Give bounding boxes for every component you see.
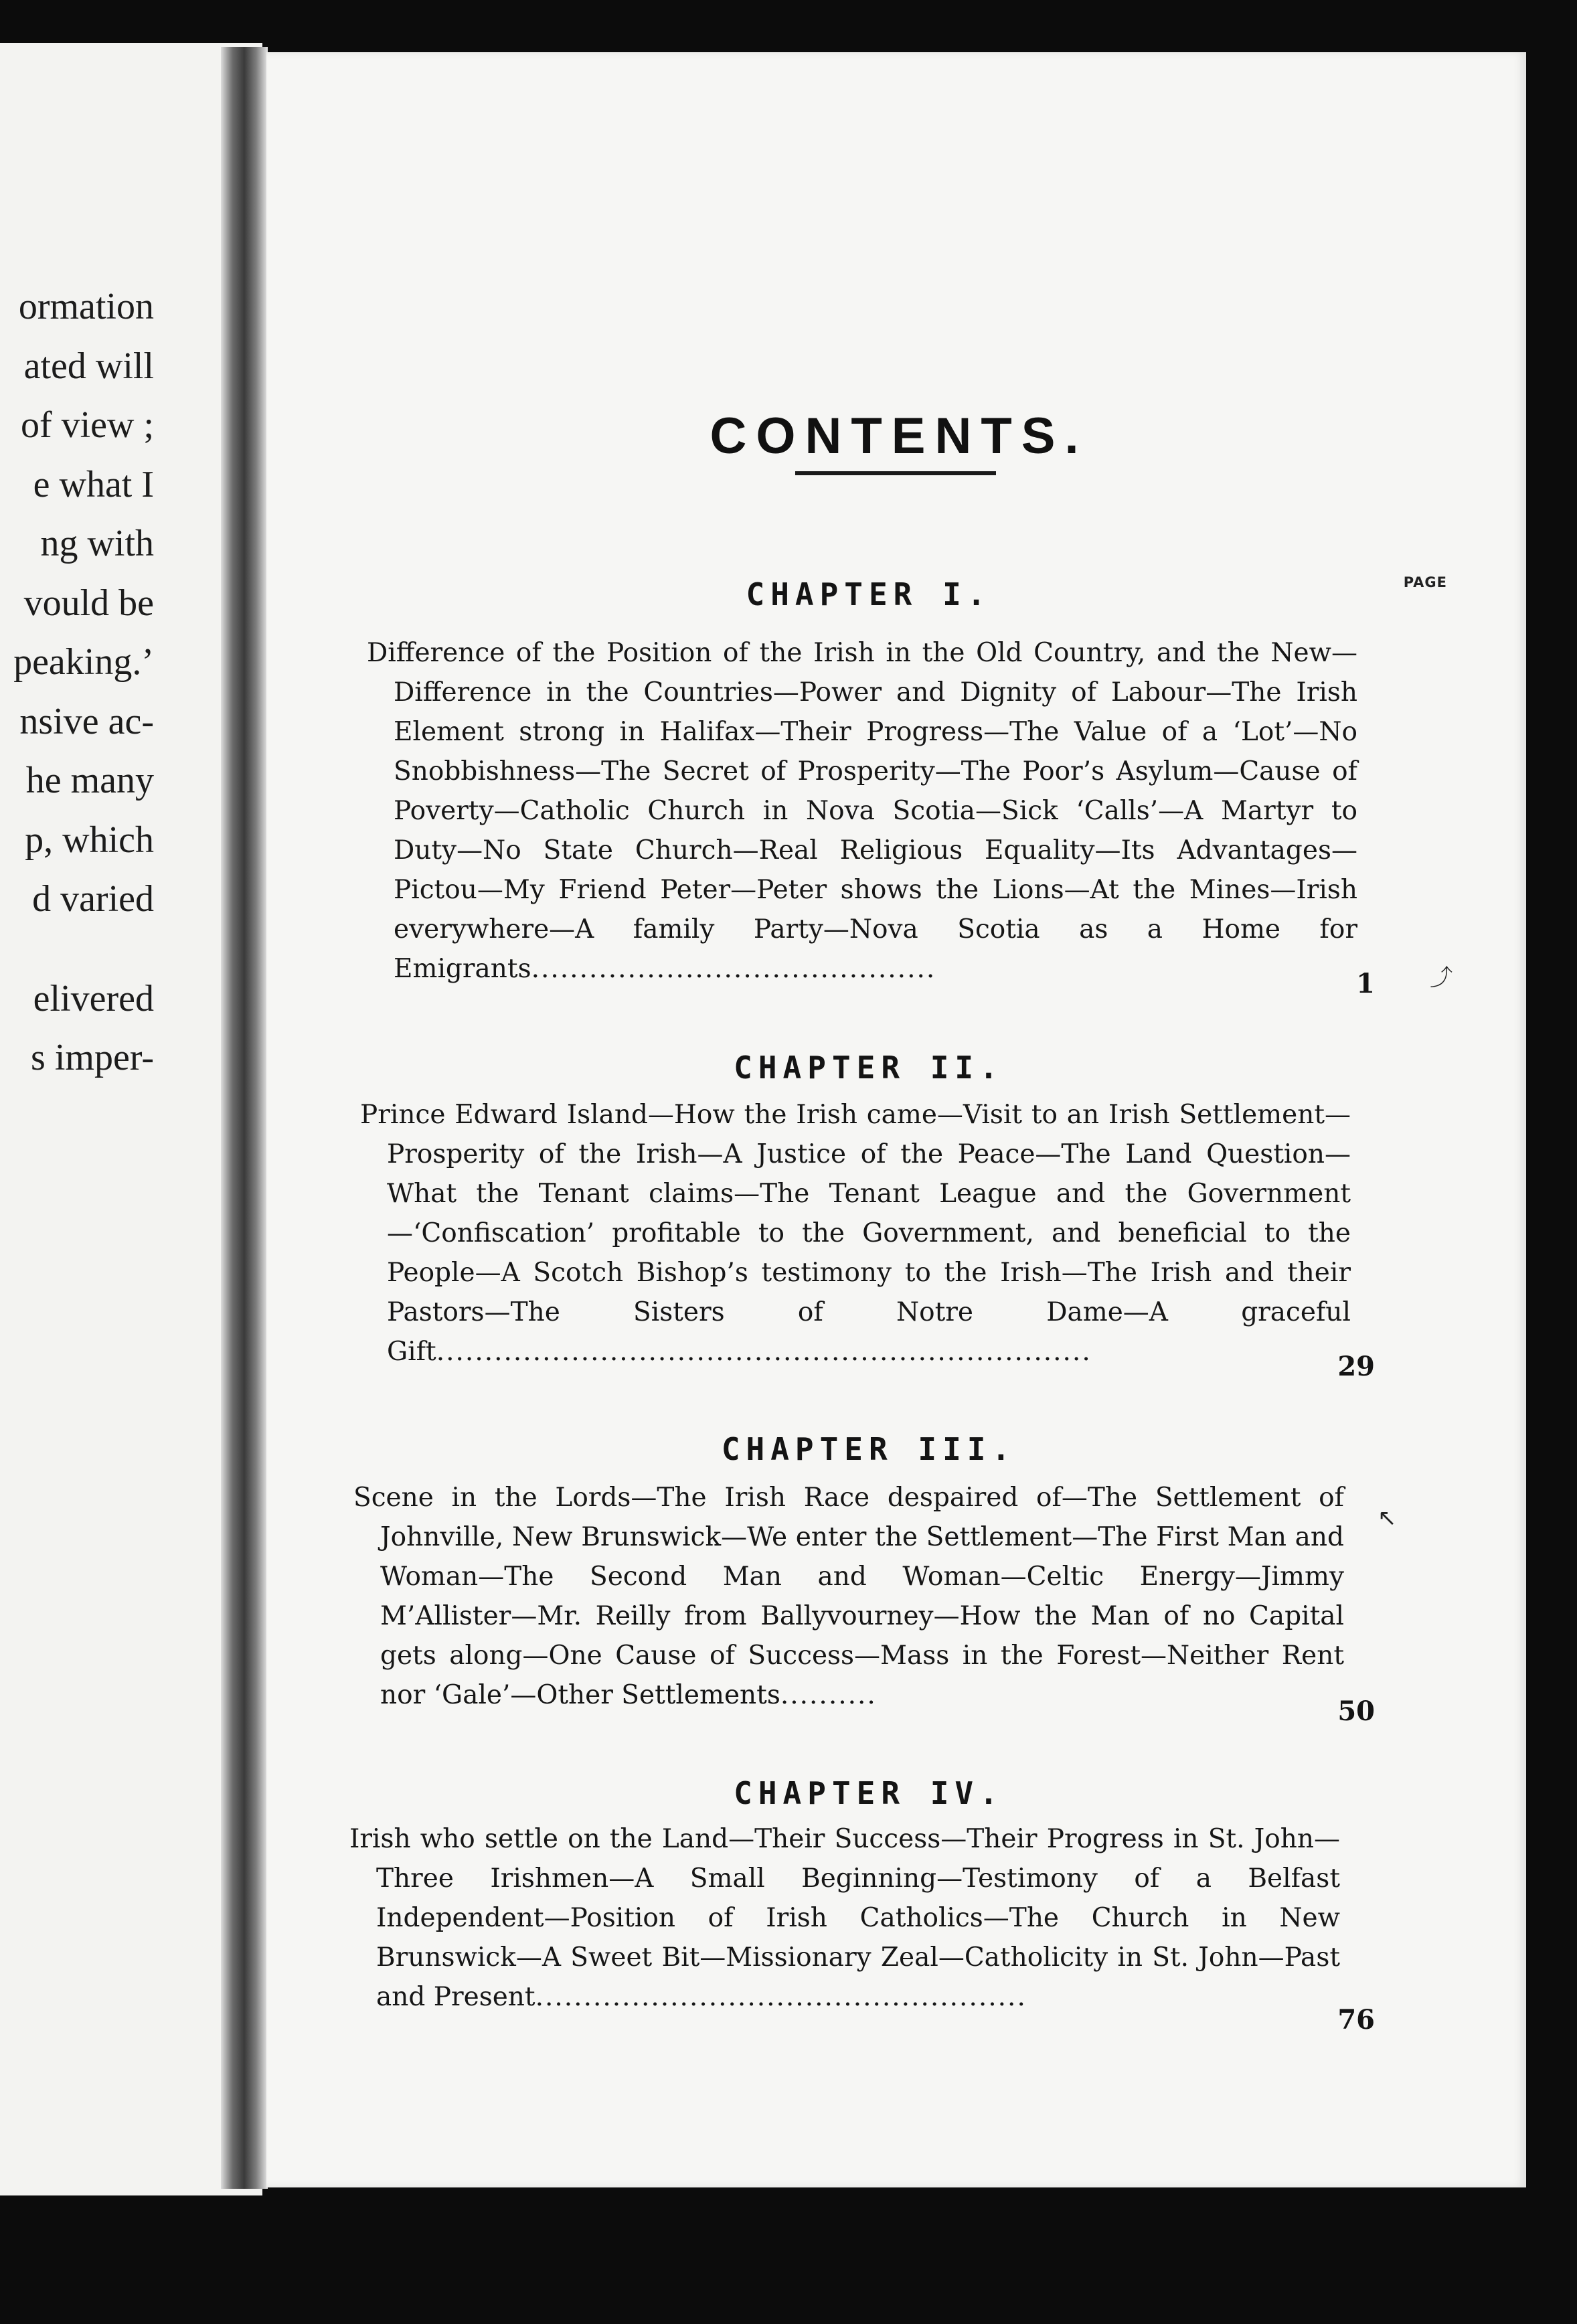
- summary-text: Prince Edward Island—How the Irish came—Visit to an Irish Settlement—Prosperity of the Irish—A Justice of the Peace—The Land Question—What the Tenant claims—The Tenant League and the Government—‘Confiscation’ profitable to the Government, and beneficial to the People—A Scotch Bishop’s testimony to the Irish—The Irish and their Pastors—The Sisters of Notre Dame—A graceful Gift: [360, 1100, 1351, 1367]
- chapter-heading: CHAPTER III.: [721, 1431, 1017, 1467]
- chapter-heading: CHAPTER II.: [734, 1050, 1004, 1086]
- facing-line: e what I: [33, 463, 154, 505]
- facing-line: s imper-: [31, 1037, 154, 1078]
- leader-dots: ...................................................: [535, 1982, 1027, 2012]
- summary-text: Difference of the Position of the Irish in the Old Country, and the New—Difference in the Countries—Power and Dignity of Labour—The Irish Element strong in Halifax—Their Progress—The Value of a ‘Lot’—No Snobbishness—The Secret of Prosperity—The Poor’s Asylum—Cause of Poverty—Catholic Church in Nova Scotia—Sick ‘Calls’—A Martyr to Duty—No State Church—Real Religious Equality—Its Advantages—Pictou—My Friend Peter—Peter shows the Lions—At the Mines—Irish everywhere—A family Party—Nova Scotia as a Home for Emigrants: [367, 638, 1357, 984]
- leader-dots: ....................................................................: [436, 1337, 1092, 1367]
- chapter-summary: [367, 633, 1357, 989]
- page-number: 29: [1337, 1351, 1375, 1382]
- facing-line: he many: [25, 760, 154, 801]
- chapter-entry: [367, 633, 1357, 989]
- facing-line: p, which: [25, 819, 154, 861]
- facing-line: ng with: [40, 523, 154, 564]
- contents-page: [266, 52, 1526, 2187]
- summary-text: Scene in the Lords—The Irish Race despaired of—The Settlement of Johnville, New Brunswick—We enter the Settlement—The First Man and Woman—The Second Man and Woman—Celtic Energy—Jimmy M’Allister—Mr. Reilly from Ballyvourney—How the Man of no Capital gets along—One Cause of Success—Mass in the Forest—Neither Rent nor ‘Gale’—Other Settlements: [353, 1483, 1344, 1710]
- chapter-heading: CHAPTER I.: [746, 576, 992, 612]
- facing-line: ormation: [18, 286, 154, 327]
- summary-text: Irish who settle on the Land—Their Success—Their Progress in St. John—Three Irishmen—A Small Beginning—Testimony of a Belfast Independent—Position of Irish Catholics—The Church in New Brunswick—A Sweet Bit—Missionary Zeal—Catholicity in St. John—Past and Present: [349, 1824, 1340, 2012]
- leader-dots: ..........................................: [531, 954, 936, 984]
- chapter-summary: [349, 1819, 1340, 2017]
- title-rule: [795, 471, 996, 475]
- chapter-entry: [349, 1819, 1340, 2017]
- chapter-entry: [360, 1095, 1351, 1372]
- facing-line: nsive ac-: [19, 700, 154, 742]
- facing-line: elivered: [33, 977, 154, 1019]
- chapter-heading: CHAPTER IV.: [734, 1775, 1004, 1811]
- page-number: 76: [1337, 2004, 1375, 2036]
- facing-line-gap: [0, 929, 154, 969]
- chapter-summary: [360, 1095, 1351, 1372]
- leader-dots: ..........: [780, 1680, 877, 1710]
- page-number: 50: [1337, 1695, 1375, 1727]
- facing-line: ated will: [23, 345, 154, 387]
- page-title: CONTENTS.: [710, 408, 1088, 465]
- pencil-mark: ⤴: [1430, 965, 1452, 991]
- facing-line: peaking.’: [13, 641, 154, 683]
- book-gutter: [221, 47, 268, 2189]
- facing-line: of view ;: [20, 404, 154, 446]
- facing-line: d varied: [32, 878, 154, 920]
- page-number: 1: [1356, 968, 1375, 999]
- chapter-summary: [353, 1478, 1344, 1715]
- chapter-entry: [353, 1478, 1344, 1715]
- pencil-mark: ↖: [1378, 1505, 1397, 1531]
- facing-page-text: [0, 277, 154, 1088]
- facing-line: vould be: [23, 582, 154, 624]
- page-column-label: PAGE: [1403, 574, 1447, 590]
